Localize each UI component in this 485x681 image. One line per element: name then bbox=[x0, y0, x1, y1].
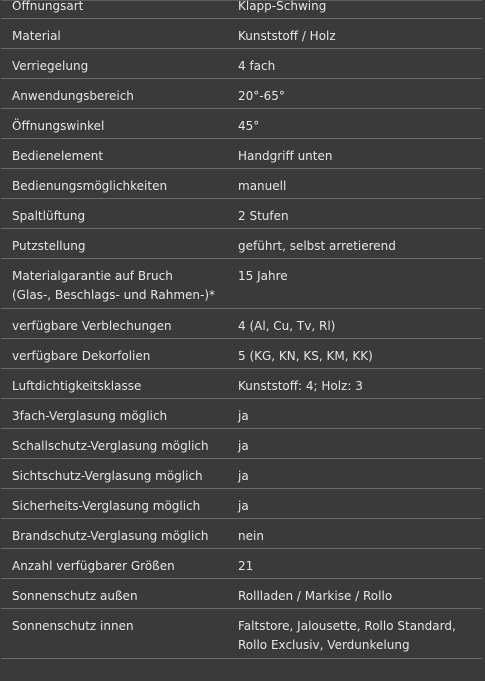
spec-label bbox=[12, 27, 224, 46]
spec-value-line: Klapp-Schwing bbox=[238, 0, 327, 13]
table-row bbox=[1, 609, 482, 659]
table-row bbox=[1, 489, 482, 519]
spec-value-line: manuell bbox=[238, 179, 287, 193]
spec-value-line: 4 fach bbox=[238, 59, 276, 73]
table-row bbox=[1, 169, 482, 199]
spec-label bbox=[12, 237, 224, 256]
spec-value-line: Rollo Exclusiv, Verdunkelung bbox=[238, 638, 410, 652]
spec-value-line: 2 Stufen bbox=[238, 209, 289, 223]
table-row bbox=[1, 309, 482, 339]
spec-value-line: ja bbox=[238, 439, 249, 453]
spec-label bbox=[12, 87, 224, 106]
spec-value-line: 15 Jahre bbox=[238, 269, 288, 283]
spec-label-line: Sichtschutz-Verglasung möglich bbox=[12, 469, 203, 483]
spec-value-line: 20°-65° bbox=[238, 89, 285, 103]
spec-label-line: Sicherheits-Verglasung möglich bbox=[12, 499, 201, 513]
spec-label-line: Anwendungsbereich bbox=[12, 89, 134, 103]
spec-label-line: 3fach-Verglasung möglich bbox=[12, 409, 168, 423]
spec-value bbox=[238, 587, 478, 606]
spec-label bbox=[12, 347, 224, 366]
spec-label-line: Sonnenschutz außen bbox=[12, 589, 138, 603]
spec-value-line: ja bbox=[238, 469, 249, 483]
spec-label bbox=[12, 177, 224, 196]
spec-label-line: Bedienungsmöglichkeiten bbox=[12, 179, 168, 193]
product-spec-table bbox=[1, 0, 482, 681]
spec-value bbox=[238, 617, 478, 655]
spec-label-line: Putzstellung bbox=[12, 239, 86, 253]
spec-value bbox=[238, 117, 478, 136]
spec-value bbox=[238, 87, 478, 106]
table-row bbox=[1, 459, 482, 489]
spec-label-line: Öffnungswinkel bbox=[12, 119, 105, 133]
spec-label-line: Spaltlüftung bbox=[12, 209, 86, 223]
spec-label bbox=[12, 267, 224, 305]
table-row bbox=[1, 109, 482, 139]
spec-label bbox=[12, 467, 224, 486]
spec-value bbox=[238, 267, 478, 286]
spec-label-line: Öffnungsart bbox=[12, 0, 84, 13]
spec-value-line: Kunststoff: 4; Holz: 3 bbox=[238, 379, 363, 393]
spec-label bbox=[12, 557, 224, 576]
spec-value-line: Kunststoff / Holz bbox=[238, 29, 336, 43]
spec-value bbox=[238, 527, 478, 546]
table-row bbox=[1, 519, 482, 549]
spec-value-line: ja bbox=[238, 409, 249, 423]
spec-label-line: Brandschutz-Verglasung möglich bbox=[12, 529, 209, 543]
spec-label-line: Luftdichtigkeitsklasse bbox=[12, 379, 142, 393]
spec-label-line: Material bbox=[12, 29, 61, 43]
spec-value bbox=[238, 57, 478, 76]
table-row bbox=[1, 49, 482, 79]
spec-label bbox=[12, 407, 224, 426]
table-row bbox=[1, 429, 482, 459]
spec-label-line: verfügbare Verblechungen bbox=[12, 319, 172, 333]
table-row bbox=[1, 259, 482, 309]
spec-value-line: ja bbox=[238, 499, 249, 513]
spec-label bbox=[12, 147, 224, 166]
spec-value bbox=[238, 467, 478, 486]
spec-value-line: 4 (Al, Cu, Tv, Rl) bbox=[238, 319, 336, 333]
spec-value-line: geführt, selbst arretierend bbox=[238, 239, 396, 253]
spec-label bbox=[12, 117, 224, 136]
spec-label bbox=[12, 0, 224, 16]
spec-label bbox=[12, 57, 224, 76]
spec-label-line: verfügbare Dekorfolien bbox=[12, 349, 151, 363]
spec-value bbox=[238, 407, 478, 426]
spec-label bbox=[12, 497, 224, 516]
spec-value bbox=[238, 557, 478, 576]
spec-value bbox=[238, 347, 478, 366]
spec-value bbox=[238, 177, 478, 196]
spec-label-line: Bedienelement bbox=[12, 149, 104, 163]
spec-value bbox=[238, 0, 478, 16]
spec-value bbox=[238, 437, 478, 456]
table-row bbox=[1, 369, 482, 399]
spec-label bbox=[12, 617, 224, 636]
spec-value bbox=[238, 147, 478, 166]
spec-label bbox=[12, 587, 224, 606]
table-row bbox=[1, 199, 482, 229]
spec-value-line: 21 bbox=[238, 559, 254, 573]
spec-value bbox=[238, 317, 478, 336]
spec-value-line: 45° bbox=[238, 119, 260, 133]
spec-value bbox=[238, 497, 478, 516]
spec-value-line: Handgriff unten bbox=[238, 149, 333, 163]
spec-label-line: Sonnenschutz innen bbox=[12, 619, 134, 633]
table-row bbox=[1, 0, 482, 19]
spec-label bbox=[12, 527, 224, 546]
spec-value-line: Rollladen / Markise / Rollo bbox=[238, 589, 393, 603]
spec-value-line: nein bbox=[238, 529, 264, 543]
table-row bbox=[1, 139, 482, 169]
spec-value-line: Faltstore, Jalousette, Rollo Standard, bbox=[238, 619, 456, 633]
table-row bbox=[1, 79, 482, 109]
spec-label-line: Verriegelung bbox=[12, 59, 89, 73]
table-row bbox=[1, 339, 482, 369]
table-row bbox=[1, 399, 482, 429]
spec-value bbox=[238, 377, 478, 396]
spec-label bbox=[12, 207, 224, 226]
spec-value bbox=[238, 237, 478, 256]
spec-value bbox=[238, 207, 478, 226]
spec-label bbox=[12, 317, 224, 336]
spec-value bbox=[238, 27, 478, 46]
spec-label bbox=[12, 377, 224, 396]
spec-label bbox=[12, 437, 224, 456]
spec-value-line: 5 (KG, KN, KS, KM, KK) bbox=[238, 349, 373, 363]
table-row bbox=[1, 229, 482, 259]
spec-label-line: Anzahl verfügbarer Größen bbox=[12, 559, 175, 573]
table-row bbox=[1, 579, 482, 609]
spec-label-line: (Glas-, Beschlags- und Rahmen-)* bbox=[12, 288, 216, 302]
spec-label-line: Schallschutz-Verglasung möglich bbox=[12, 439, 209, 453]
table-row bbox=[1, 19, 482, 49]
spec-label-line: Materialgarantie auf Bruch bbox=[12, 269, 173, 283]
table-row bbox=[1, 549, 482, 579]
